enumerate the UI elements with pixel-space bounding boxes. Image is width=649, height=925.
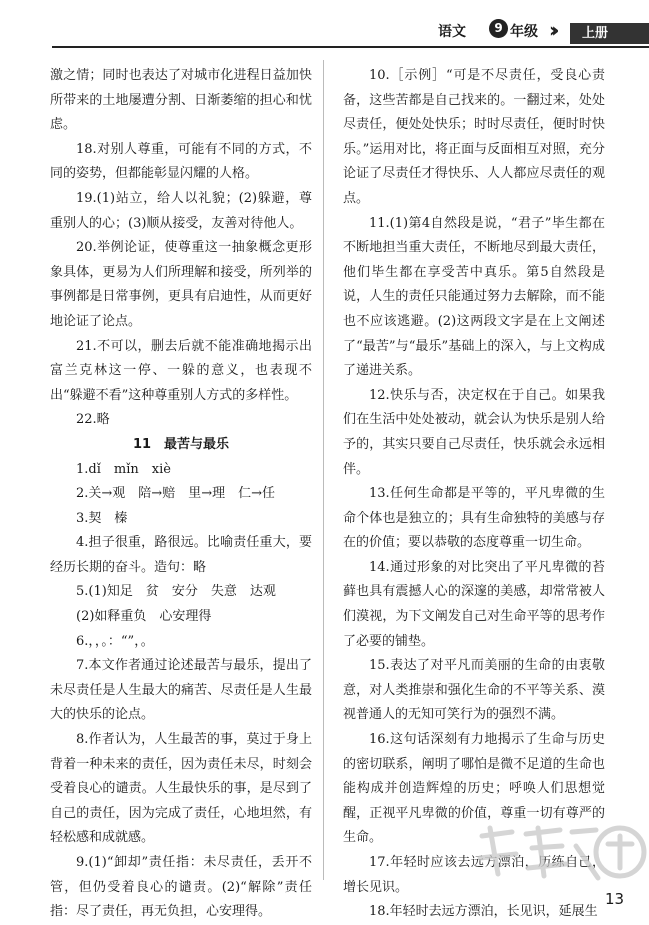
answer-19: 19.(1)站立，给人以礼貌；(2)躲避，尊重别人的心；(3)顺从接受，友善对待他人。 xyxy=(50,190,312,231)
answer-10: 10.［示例］“可是不尽责任，受良心责备，这些苦都是自己找来的。一翻过来，处处尽责任，便处处快乐；时时尽责任，便时时快乐。”运用对比，将正面与反面相互对照，充分论证了尽责任才得快乐、人人都应尽责任的观点。 xyxy=(343,68,605,206)
answer-5b: (2)如释重负 心安理得 xyxy=(76,609,212,625)
answer-15: 15.表达了对平凡而美丽的生命的由衷敬意，对人类推崇和强化生命的不平等关系、漠视普通人的无知可笑行为的强烈不满。 xyxy=(343,658,605,723)
answer-18-right: 18.年轻时去远方漂泊，长见识，延展生 xyxy=(369,904,598,920)
header-grade-badge: 9 xyxy=(489,19,508,38)
answer-14: 14.通过形象的对比突出了平凡卑微的苔藓也具有震撼人心的深邃的美感，却常常被人们漠视，为下文阐发自己对生命平等的思考作了必要的铺垫。 xyxy=(343,559,605,649)
answer-2: 2.关→观 陪→赔 里→理 仁→任 xyxy=(76,486,275,502)
answer-17: 17.年轻时应该去远方漂泊，历练自己，增长见识。 xyxy=(343,855,605,895)
header-grade-label: 年级 xyxy=(510,24,538,40)
answer-3: 3.契 榛 xyxy=(76,510,128,526)
answer-8: 8.作者认为，人生最苦的事，莫过于身上背着一种未来的责任，因为责任未尽，时刻会受着良心的谴责。人生最快乐的事，是尽到了自己的责任，因为完成了责任，心地坦然，有轻松感和成就感。 xyxy=(50,732,312,846)
answer-21: 21.不可以，删去后就不能准确地揭示出富兰克林这一停、一躲的意义，也表现不出“躲避不看”这种尊重别人方式的多样性。 xyxy=(50,338,312,403)
answer-continuation: 激之情；同时也表达了对城市化进程日益加快所带来的土地屡遭分割、日渐萎缩的担心和忧虑。 xyxy=(50,68,312,133)
header-term-tab: 上册 xyxy=(570,23,649,44)
answer-12: 12.快乐与否，决定权在于自己。如果我们在生活中处处被动，就会认为快乐是别人给予的，其实只要自己尽责任，快乐就会永远相伴。 xyxy=(343,387,605,477)
answer-20: 20.举例论证，使尊重这一抽象概念更形象具体，更易为人们所理解和接受，所列举的事例都是日常事例，更具有启迪性，从而更好地论证了论点。 xyxy=(50,240,312,329)
answer-16: 16.这句话深刻有力地揭示了生命与历史的密切联系，阐明了哪怕是微不足道的生命也能构成并创造辉煌的历史；呼唤人们思想觉醒，正视平凡卑微的价值，尊重一切有尊严的生命。 xyxy=(343,732,605,846)
left-column xyxy=(50,64,312,925)
answer-22: 22.略 xyxy=(76,412,110,428)
page-number: 13 xyxy=(605,890,625,908)
double-chevron-icon: ›› xyxy=(549,18,554,42)
answer-18: 18.对别人尊重，可能有不同的方式，不同的姿势，但都能彰显闪耀的人格。 xyxy=(50,141,312,182)
answer-1: 1.dǐ mǐn xiè xyxy=(76,461,171,477)
header-subject: 语文 xyxy=(438,24,466,40)
answer-6: 6.，，。：“”，。 xyxy=(76,633,154,649)
answer-11: 11.(1)第4自然段是说，“君子”毕生都在不断地担当重大责任，不断地尽到最大责任，他们毕生都在享受苦中真乐。第5自然段是说，人生的责任只能通过努力去解除，而不能也不应该逃避。(2)这两段文字是在上文阐述了“最苦”与“最乐”基础上的深入，与上文构成了递进关系。 xyxy=(343,215,605,379)
watermark-stamp xyxy=(468,818,649,890)
page-header xyxy=(0,18,649,48)
right-column xyxy=(343,64,605,925)
answer-4: 4.担子很重，路很远。比喻责任重大，要经历长期的奋斗。造句：略 xyxy=(50,535,312,575)
answer-13: 13.任何生命都是平等的，平凡卑微的生命个体也是独立的；具有生命独特的美感与存在的价值；要以恭敬的态度尊重一切生命。 xyxy=(343,486,605,551)
answer-5a: 5.(1)知足 贫 安分 失意 达观 xyxy=(76,584,276,600)
header-rule xyxy=(52,46,649,48)
column-divider xyxy=(323,60,324,880)
answer-7: 7.本文作者通过论述最苦与最乐，提出了未尽责任是人生最大的痛苦、尽责任是人生最大的快乐的论点。 xyxy=(50,658,312,723)
section-title: 11 最苦与最乐 xyxy=(132,436,230,452)
answer-9: 9.(1)“卸却”责任指：未尽责任，丢开不管，但仍受着良心的谴责。(2)“解除”责任指：尽了责任，再无负担，心安理得。 xyxy=(50,855,312,920)
